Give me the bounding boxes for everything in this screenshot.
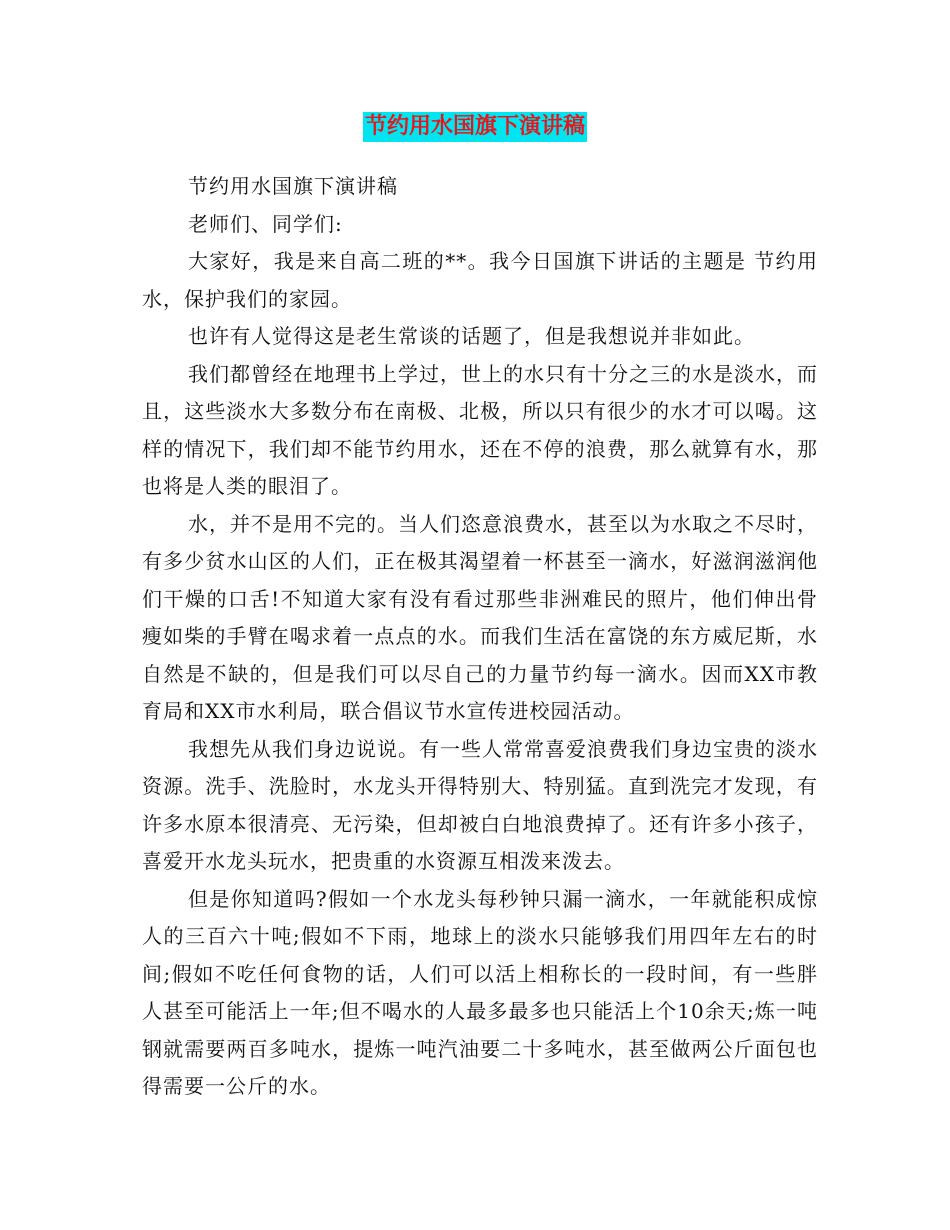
paragraph-salutation: 老师们、同学们: — [188, 211, 343, 236]
paragraph-greeting: 大家好，我是来自高二班的**。我今日国旗下讲话的主题是 节约用水，保护我们的家园。 — [142, 249, 818, 311]
paragraph-freshwater: 我们都曾经在地理书上学过，世上的水只有十分之三的水是淡水，而且，这些淡水大多数分布在南极、北极，所以只有很少的水才可以喝。这样的情况下，我们却不能节约用水，还在不停的浪费，那么就算有水，那也将是人类的眼泪了。 — [142, 361, 818, 498]
title-container — [0, 112, 950, 142]
paragraph-subtitle: 节约用水国旗下演讲稿 — [188, 174, 398, 198]
paragraph-waste: 我想先从我们身边说说。有一些人常常喜爱浪费我们身边宝贵的淡水资源。洗手、洗脸时，水龙头开得特别大、特别猛。直到洗完才发现，有许多水原本很清亮、无污染，但却被白白地浪费掉了。还有许多小孩子，喜爱开水龙头玩水，把贵重的水资源互相泼来泼去。 — [142, 736, 818, 873]
paragraph-facts: 但是你知道吗?假如一个水龙头每秒钟只漏一滴水，一年就能积成惊人的三百六十吨;假如不下雨，地球上的淡水只能够我们用四年左右的时间;假如不吃任何食物的话，人们可以活上相称长的一段时间，有一些胖人甚至可能活上一年;但不喝水的人最多最多也只能活上个10余天;炼一吨钢就需要两百多吨水，提炼一吨汽油要二十多吨水，甚至做两公斤面包也得需要一公斤的水。 — [142, 886, 818, 1098]
paragraph-scarcity: 水，并不是用不完的。当人们恣意浪费水，甚至以为水取之不尽时，有多少贫水山区的人们，正在极其渴望着一杯甚至一滴水，好滋润滋润他们干燥的口舌!不知道大家有没有看过那些非洲难民的照片，他们伸出骨瘦如柴的手臂在喝求着一点点的水。而我们生活在富饶的东方威尼斯，水自然是不缺的，但是我们可以尽自己的力量节约每一滴水。因而XX市教育局和XX市水利局，联合倡议节水宣传进校园活动。 — [142, 511, 818, 723]
document-body — [142, 168, 818, 1106]
document-title: 节约用水国旗下演讲稿 — [363, 112, 587, 142]
paragraph-intro: 也许有人觉得这是老生常谈的话题了，但是我想说并非如此。 — [188, 324, 755, 348]
